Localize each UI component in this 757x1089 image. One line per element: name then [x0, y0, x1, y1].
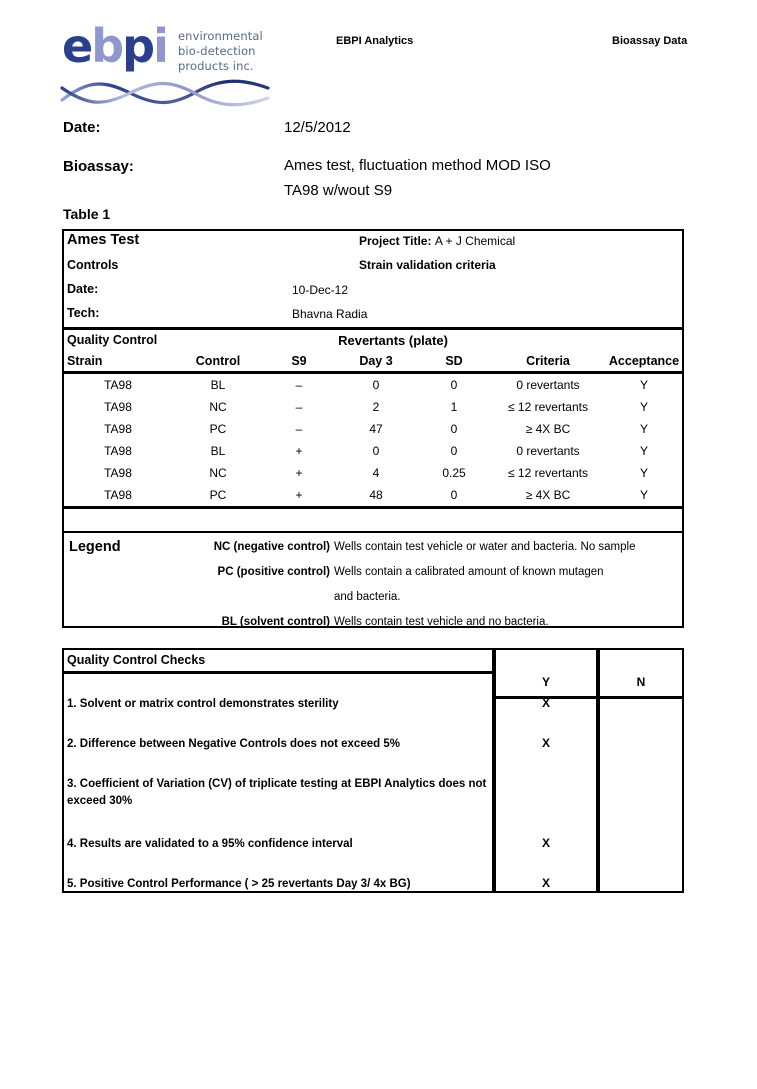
legend-row — [64, 616, 682, 640]
ames-test-title: Ames Test — [67, 232, 140, 248]
legend-definition: Wells contain test vehicle and no bacteria. — [334, 616, 549, 628]
logo-tagline — [178, 29, 263, 74]
legend-term: NC (negative control) — [213, 541, 330, 553]
table-row — [64, 396, 682, 418]
ames-title-row — [64, 231, 682, 255]
project-title — [359, 234, 515, 248]
cell-acceptance: Y — [639, 400, 648, 414]
ames-date-value: 10-Dec-12 — [292, 283, 349, 297]
ames-tech-label: Tech: — [67, 306, 100, 320]
cell-s9: + — [264, 484, 334, 508]
logo-letter-e: e — [62, 19, 92, 73]
ames-info-section — [64, 231, 682, 327]
cell-control: BL — [210, 378, 226, 392]
cell-acceptance: Y — [639, 422, 648, 436]
qc-yes-header: Y — [541, 675, 550, 689]
logo-tagline-line-3: products inc. — [178, 59, 254, 73]
logo-tagline-line-1: environmental — [178, 29, 263, 43]
qc-checks-title: Quality Control Checks — [67, 653, 206, 667]
col-header-sd: SD — [418, 353, 490, 373]
bioassay-label: Bioassay: — [63, 158, 134, 175]
project-title-label: Project Title: — [359, 234, 432, 248]
legend-row — [64, 566, 682, 590]
cell-strain: TA98 — [104, 400, 132, 414]
qc-checks-items-column — [62, 648, 494, 893]
col-header-acceptance: Acceptance — [606, 353, 682, 373]
legend-definition: Wells contain a calibrated amount of known mutagen — [334, 566, 604, 578]
ames-tech-value: Bhavna Radia — [292, 307, 368, 321]
cell-sd: 0 — [450, 444, 458, 458]
quality-control-checks-table — [62, 648, 684, 893]
qc-yes-column — [494, 648, 598, 893]
legend-definition: Wells contain test vehicle or water and bacteria. No sample — [334, 541, 636, 553]
cell-day3: 4 — [372, 466, 380, 480]
logo-wave-icon — [60, 78, 272, 110]
qc-check-item: 1. Solvent or matrix control demonstrates sterility — [67, 698, 339, 710]
project-title-value: A + J Chemical — [434, 234, 516, 248]
legend-row — [64, 541, 682, 565]
qc-no-divider — [600, 696, 682, 699]
ames-test-table — [62, 229, 684, 537]
cell-sd: 1 — [450, 400, 458, 414]
ames-tech-row — [64, 303, 682, 327]
cell-s9: – — [295, 378, 303, 392]
qc-no-column — [598, 648, 684, 893]
cell-day3: 48 — [334, 484, 418, 508]
cell-control: NC — [209, 466, 227, 480]
cell-acceptance: Y — [639, 444, 648, 458]
cell-strain: TA98 — [104, 378, 132, 392]
table-row — [64, 373, 682, 397]
ames-header-row — [64, 353, 682, 373]
logo-letter-i: i — [153, 19, 167, 73]
qc-yes-mark[interactable]: X — [541, 736, 550, 750]
qc-yes-mark[interactable]: X — [541, 836, 550, 850]
revertants-plate-label: Revertants (plate) — [338, 333, 448, 348]
qc-no-header: N — [636, 675, 646, 689]
cell-criteria: ≥ 4X BC — [525, 422, 571, 436]
cell-strain: TA98 — [64, 484, 172, 508]
legend-term: BL (solvent control) — [221, 616, 330, 628]
cell-control: BL — [210, 444, 226, 458]
table-row — [64, 484, 682, 508]
cell-strain: TA98 — [104, 444, 132, 458]
qc-yes-mark[interactable]: X — [541, 696, 550, 710]
cell-sd: 0 — [450, 422, 458, 436]
cell-sd: 0 — [418, 484, 490, 508]
cell-acceptance: Y — [639, 378, 648, 392]
cell-criteria: ≥ 4X BC — [490, 484, 606, 508]
cell-acceptance: Y — [606, 484, 682, 508]
table-row — [64, 440, 682, 462]
ames-date-label: Date: — [67, 282, 99, 296]
qc-check-item: 3. Coefficient of Variation (CV) of triplicate testing at EBPI Analytics does not exceed 30% — [67, 778, 487, 807]
cell-day3: 47 — [369, 422, 383, 436]
cell-s9: + — [295, 444, 303, 458]
ebpi-logo — [60, 20, 275, 115]
cell-criteria: 0 revertants — [516, 378, 580, 392]
cell-day3: 0 — [372, 444, 380, 458]
strain-validation-criteria-label: Strain validation criteria — [359, 258, 496, 272]
ames-grid-band — [64, 327, 682, 353]
legend-row — [64, 591, 682, 615]
header-left-title: EBPI Analytics — [336, 35, 414, 47]
qc-yes-mark[interactable]: X — [541, 876, 550, 890]
cell-acceptance: Y — [639, 466, 648, 480]
cell-control: NC — [209, 400, 227, 414]
table-row — [64, 418, 682, 440]
ames-date-row — [64, 279, 682, 303]
logo-letter-b: b — [91, 19, 123, 73]
table-row — [64, 462, 682, 484]
logo-wordmark — [62, 20, 167, 72]
cell-day3: 2 — [372, 400, 380, 414]
cell-control: PC — [172, 484, 264, 508]
qc-title-divider — [64, 671, 492, 674]
cell-sd: 0 — [450, 378, 458, 392]
qc-check-item: 5. Positive Control Performance ( > 25 revertants Day 3/ 4x BG) — [67, 878, 411, 890]
col-header-control: Control — [172, 353, 264, 373]
cell-strain: TA98 — [104, 422, 132, 436]
legend-title: Legend — [69, 539, 121, 555]
cell-criteria: 0 revertants — [516, 444, 580, 458]
col-header-s9: S9 — [264, 353, 334, 373]
cell-strain: TA98 — [104, 466, 132, 480]
bioassay-value-line-2: TA98 w/wout S9 — [284, 182, 393, 199]
cell-sd: 0.25 — [442, 466, 466, 480]
bioassay-value-line-1: Ames test, fluctuation method MOD ISO — [284, 157, 551, 174]
logo-tagline-line-2: bio-detection — [178, 44, 256, 58]
quality-control-label: Quality Control — [67, 333, 158, 347]
col-header-criteria: Criteria — [490, 353, 606, 373]
cell-criteria: ≤ 12 revertants — [508, 400, 588, 414]
cell-day3: 0 — [372, 378, 380, 392]
controls-label: Controls — [67, 258, 119, 272]
legend-definition: and bacteria. — [334, 591, 401, 603]
legend-box — [62, 531, 684, 628]
legend-term: PC (positive control) — [217, 566, 330, 578]
ames-data-grid — [64, 353, 682, 535]
col-header-strain: Strain — [64, 353, 172, 373]
date-value: 12/5/2012 — [284, 119, 351, 136]
cell-control: PC — [209, 422, 227, 436]
cell-s9: + — [295, 466, 303, 480]
cell-s9: – — [295, 400, 303, 414]
date-label: Date: — [63, 119, 101, 136]
ames-controls-row — [64, 255, 682, 279]
qc-check-item: 4. Results are validated to a 95% confidence interval — [67, 838, 353, 850]
header-right-title: Bioassay Data — [612, 35, 688, 47]
cell-criteria: ≤ 12 revertants — [508, 466, 588, 480]
table-caption: Table 1 — [63, 206, 111, 222]
qc-check-item: 2. Difference between Negative Controls does not exceed 5% — [67, 738, 400, 750]
col-header-day3: Day 3 — [334, 353, 418, 373]
logo-letter-p: p — [122, 19, 154, 73]
cell-s9: – — [295, 422, 303, 436]
